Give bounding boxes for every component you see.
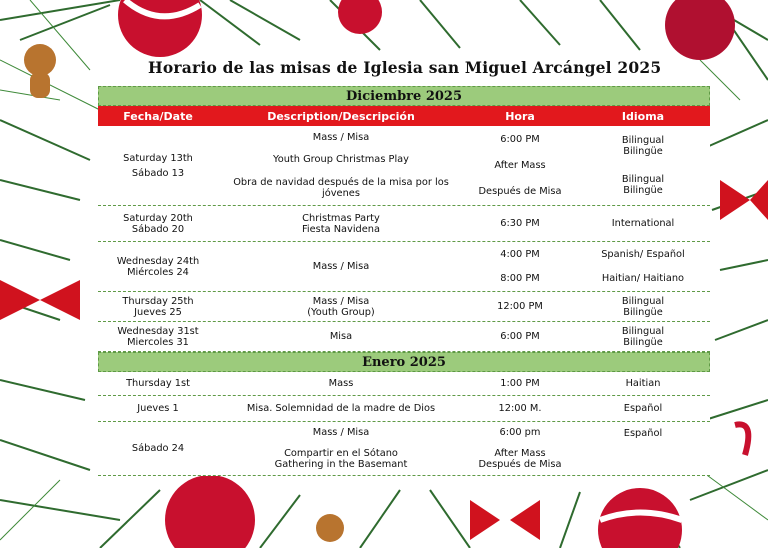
time-cell <box>464 322 576 351</box>
language-text: Español <box>623 428 663 439</box>
description-cell <box>218 396 464 421</box>
date-cell <box>98 242 218 291</box>
date-text: Sábado 13 <box>131 167 185 179</box>
time-text: After Mass Después de Misa <box>478 448 562 470</box>
header-time: Hora <box>505 109 535 123</box>
date-text: Jueves 1 <box>137 403 179 414</box>
time-cell <box>464 422 576 475</box>
time-text: Después de Misa <box>478 186 562 198</box>
language-text: Haitian <box>625 378 661 389</box>
table-row <box>98 126 710 206</box>
page-title: Horario de las misas de Iglesia san Miguel Arcángel 2025 <box>148 58 662 77</box>
table-row <box>98 242 710 292</box>
time-text: 4:00 PM <box>500 248 540 260</box>
description-text: Compartir en el Sótano Gathering in the Basemant <box>274 448 408 470</box>
time-cell <box>464 206 576 241</box>
date-text: Thursday 1st <box>126 378 190 389</box>
time-text: 8:00 PM <box>500 273 540 285</box>
language-cell <box>576 292 710 321</box>
date-cell <box>98 422 218 475</box>
language-text: Bilingual Bilingüe <box>621 295 665 318</box>
date-text: Saturday 13th <box>123 152 193 164</box>
description-text: (Youth Group) <box>307 306 375 318</box>
description-text: Mass / Misa <box>312 131 370 143</box>
language-cell <box>576 322 710 351</box>
language-cell <box>576 372 710 395</box>
time-text: 6:00 PM <box>500 133 540 145</box>
date-text: Wednesday 24th <box>116 255 200 267</box>
time-text: 12:00 M. <box>498 403 542 414</box>
header-language: Idioma <box>621 109 665 123</box>
description-text: Christmas Party <box>302 212 380 224</box>
table-row <box>98 372 710 396</box>
language-text: International <box>611 218 675 229</box>
description-text: Fiesta Navidena <box>301 223 381 235</box>
time-text: 12:00 PM <box>497 301 543 312</box>
time-text: 6:30 PM <box>500 218 540 229</box>
date-text: Miércoles 24 <box>127 266 189 278</box>
time-text: 6:00 PM <box>500 331 540 342</box>
table-row <box>98 322 710 352</box>
language-text: Bilingual Bilingüe <box>621 174 665 197</box>
language-cell <box>576 126 710 205</box>
description-cell <box>218 372 464 395</box>
time-cell <box>464 242 576 291</box>
description-text: Mass / Misa <box>312 295 370 307</box>
date-cell <box>98 206 218 241</box>
description-text: Misa. Solemnidad de la madre de Dios <box>246 403 436 414</box>
table-row <box>98 396 710 422</box>
date-text: Sábado 20 <box>131 223 185 235</box>
language-cell <box>576 242 710 291</box>
language-cell <box>576 206 710 241</box>
time-text: 1:00 PM <box>500 378 540 389</box>
language-cell <box>576 396 710 421</box>
table-row <box>98 422 710 476</box>
language-text: Bilingual Bilingüe <box>621 325 665 348</box>
description-text: Misa <box>329 331 353 342</box>
date-text: Sábado 24 <box>131 443 185 454</box>
time-cell <box>464 372 576 395</box>
time-text: After Mass <box>494 159 546 171</box>
date-cell <box>98 292 218 321</box>
table-header <box>98 106 710 126</box>
description-text: Mass <box>328 378 354 389</box>
december-month-band: Diciembre 2025 <box>98 86 710 106</box>
language-text: Haitian/ Haitiano <box>601 273 685 285</box>
header-description: Description/Descripción <box>267 109 415 123</box>
description-text: Mass / Misa <box>312 261 370 272</box>
description-cell <box>218 322 464 351</box>
date-cell <box>98 396 218 421</box>
time-cell <box>464 396 576 421</box>
language-cell <box>576 422 710 475</box>
description-cell <box>218 422 464 475</box>
time-cell <box>464 292 576 321</box>
date-text: Thursday 25th <box>122 295 194 307</box>
date-cell <box>98 322 218 351</box>
january-month-band: Enero 2025 <box>98 352 710 372</box>
description-cell <box>218 126 464 205</box>
language-text: Bilingual Bilingüe <box>621 134 665 157</box>
description-cell <box>218 292 464 321</box>
date-text: Wednesday 31st <box>117 325 199 337</box>
description-text: Obra de navidad después de la misa por los jóvenes <box>233 177 449 200</box>
time-cell <box>464 126 576 205</box>
description-cell <box>218 206 464 241</box>
table-row <box>98 292 710 322</box>
time-text: 6:00 pm <box>499 427 541 438</box>
description-cell <box>218 242 464 291</box>
date-cell <box>98 126 218 205</box>
schedule-table <box>98 86 710 476</box>
header-date: Fecha/Date <box>123 109 193 123</box>
description-text: Mass / Misa <box>312 427 370 438</box>
date-text: Jueves 25 <box>134 306 182 318</box>
date-text: Miercoles 31 <box>127 336 189 348</box>
language-text: Español <box>623 403 663 414</box>
language-text: Spanish/ Español <box>601 248 685 260</box>
table-row <box>98 206 710 242</box>
date-text: Saturday 20th <box>123 212 193 224</box>
description-text: Youth Group Christmas Play <box>273 154 409 166</box>
date-cell <box>98 372 218 395</box>
